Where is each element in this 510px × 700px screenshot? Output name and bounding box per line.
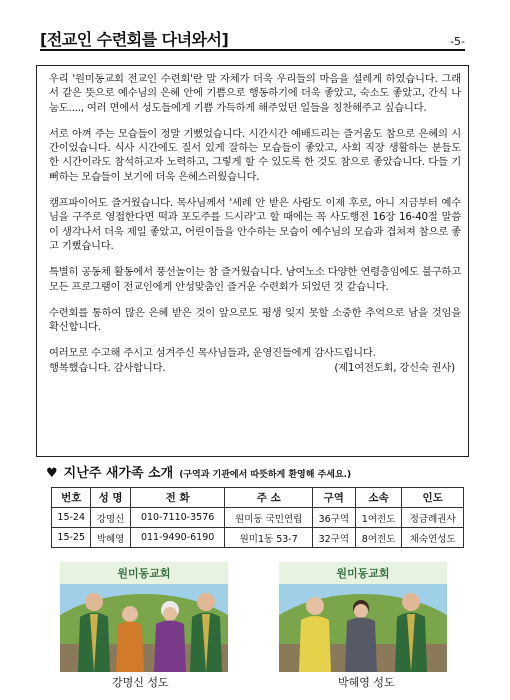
column-header: 구역 — [312, 488, 355, 508]
table-cell: 010-7110-3576 — [130, 508, 225, 528]
new-family-photo-1 — [60, 562, 228, 672]
column-header: 인도 — [402, 488, 464, 508]
essay-text — [49, 72, 461, 375]
table-cell: 박혜영 — [91, 528, 130, 548]
table-cell: 정금례권사 — [402, 508, 464, 528]
table-cell: 강명신 — [91, 508, 130, 528]
photo-caption-2: 박혜영 성도 — [338, 676, 395, 689]
column-header: 주 소 — [225, 488, 312, 508]
table-row — [52, 528, 464, 548]
essay-author: (제1여전도회, 강신숙 권사) — [334, 361, 455, 374]
column-header: 전 화 — [130, 488, 225, 508]
column-header: 성 명 — [91, 488, 130, 508]
table-cell: 채숙연성도 — [402, 528, 464, 548]
essay-paragraph: 수련회를 통하여 많은 은혜 받은 것이 앞으로도 평생 잊지 못할 소중한 추억으로 남을 것임을 확신합니다. — [49, 306, 461, 334]
essay-paragraph: 서로 아껴 주는 모습들이 정말 기뻤었습니다. 시간시간 예배드리는 즐거움도 참으로 은혜의 시간이었습니다. 식사 시간에도 질서 있게 잘하는 모습들이 좋았고, 사회 직장 생활하는 분들도 한 시간이라도 참석하고자 노력하고, 그렇게 할 수 있도록 한 것도 참으로 좋았습니다. 다들 기뻐하는 모습들이 보기에 더욱 은혜스러웠습니다. — [49, 127, 461, 183]
banner-text: 원미동교회 — [336, 567, 390, 580]
banner-text: 원미동교회 — [117, 567, 171, 580]
essay-paragraph: 우리 '원미동교회 전교인 수련회'란 말 자체가 더욱 우리들의 마음을 설레게 하였습니다. 그래서 같은 뜻으로 예수님의 은혜 안에 기쁨으로 행동하기에 더욱 좋았고, 숙소도 좋았고, 간식 나눔도...., 여러 면에서 성도들에게 기쁨 가득하게 해주었던 일들을 칭찬해주고 싶습니다. — [49, 73, 461, 114]
photo-caption-1: 강명신 성도 — [112, 676, 169, 689]
essay-paragraph: 캠프파이어도 즐거웠습니다. 목사님께서 '세례 안 받은 사람도 이제 후로, 아니 지금부터 예수님을 구주로 영접한다면 떡과 포도주를 드시라'고 할 때에는 꼭 사도행전 16장 16-40절 말씀이 생각나서 더욱 제일 좋았고, 어린이들을 안수하는 모습이 예수님의 모습과 겹쳐져 참으로 좋고 기뻤습니다. — [49, 197, 461, 252]
closing-line-1: 여러모로 수고해 주시고 섬겨주신 목사님들과, 운영진들에게 감사드립니다. — [49, 347, 376, 360]
new-family-heading — [46, 462, 351, 481]
new-family-subtitle: (구역과 기관에서 따뜻하게 환영해 주세요.) — [179, 470, 352, 480]
heart-icon: ♥ — [46, 466, 58, 481]
table-cell: 1여전도 — [355, 508, 402, 528]
page-header — [40, 27, 465, 55]
table-header-row — [52, 488, 464, 508]
new-family-table — [51, 487, 464, 548]
photo-illustration — [60, 562, 228, 672]
table-cell: 15-25 — [52, 528, 91, 548]
table-cell: 011-9490-6190 — [130, 528, 225, 548]
table-cell: 36구역 — [312, 508, 355, 528]
header-rule — [40, 49, 465, 51]
column-header: 번호 — [52, 488, 91, 508]
essay-closing — [49, 346, 461, 375]
photo-illustration — [279, 562, 447, 672]
table-cell: 8여전도 — [355, 528, 402, 548]
closing-line-2: 행복했습니다. 감사합니다. — [49, 361, 166, 374]
table-cell: 원미동 국민연립 — [225, 508, 312, 528]
column-header: 소속 — [355, 488, 402, 508]
table-cell: 원미1동 53-7 — [225, 528, 312, 548]
page-title: [전교인 수련회를 다녀와서] — [40, 30, 229, 49]
table-row — [52, 508, 464, 528]
essay-paragraph: 특별히 공동체 활동에서 풍선놀이는 참 즐거웠습니다. 남여노소 다양한 연령층임에도 불구하고 모든 프로그램이 전교인에게 안성맞춤인 즐거운 수련회가 되었던 것 같습니다. — [49, 266, 461, 293]
new-family-photo-2 — [279, 562, 447, 672]
new-family-title: 지난주 새가족 소개 — [63, 466, 174, 481]
page-number: -5- — [450, 35, 465, 48]
table-cell: 32구역 — [312, 528, 355, 548]
essay-box — [36, 65, 469, 457]
table-cell: 15-24 — [52, 508, 91, 528]
